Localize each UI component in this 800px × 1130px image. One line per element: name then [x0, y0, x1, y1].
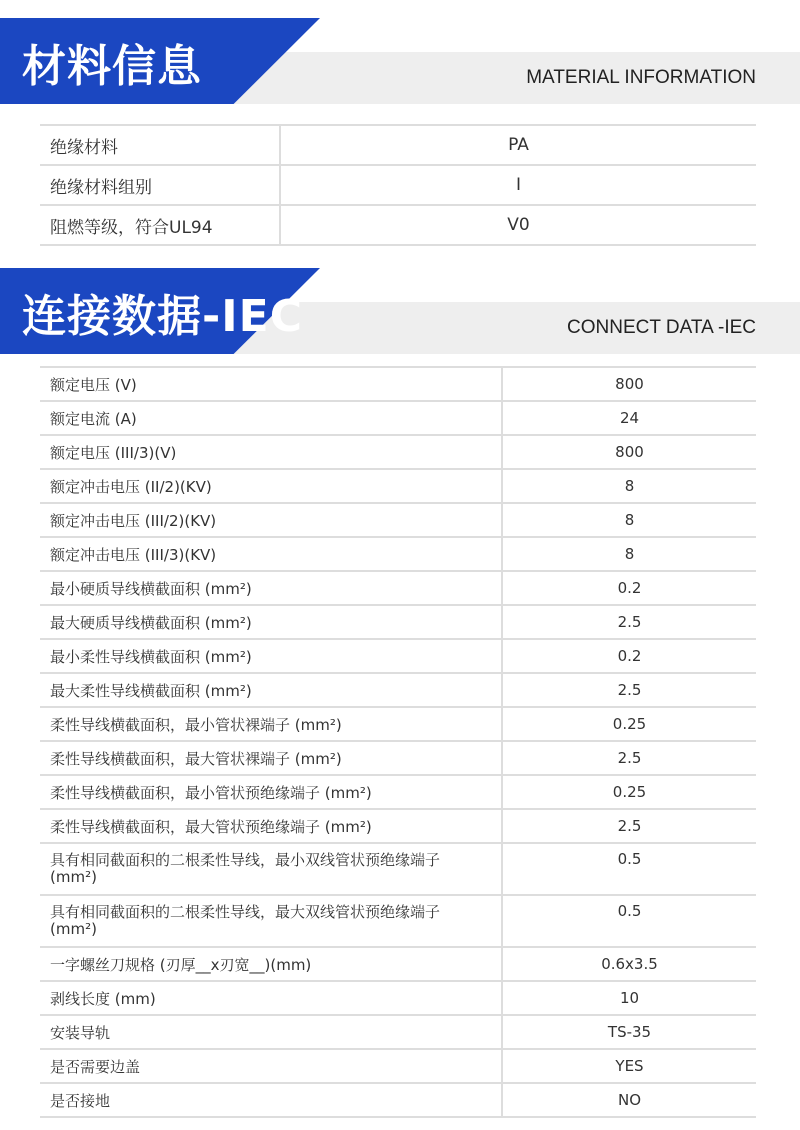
table-row [40, 205, 756, 245]
row-value: 24 [502, 401, 756, 435]
row-label: 额定冲击电压 (II/2)(KV) [40, 469, 502, 503]
row-label: 阻燃等级，符合UL94 [40, 205, 280, 245]
table-row [40, 435, 756, 469]
row-label: 最小柔性导线横截面积 (mm²) [40, 639, 502, 673]
row-label: 柔性导线横截面积，最大管状裸端子 (mm²) [40, 741, 502, 775]
table-row [40, 469, 756, 503]
table-row [40, 707, 756, 741]
row-value: 800 [502, 435, 756, 469]
table-row [40, 571, 756, 605]
row-value: 2.5 [502, 673, 756, 707]
row-value: TS-35 [502, 1015, 756, 1049]
section-title: 材料信息 [22, 41, 202, 92]
row-value: PA [280, 125, 756, 165]
row-value: 0.5 [502, 843, 756, 895]
material-table [40, 124, 756, 246]
row-value: 2.5 [502, 605, 756, 639]
table-row [40, 775, 756, 809]
table-row [40, 895, 756, 947]
table-row [40, 981, 756, 1015]
table-row [40, 605, 756, 639]
row-label: 具有相同截面积的二根柔性导线，最大双线管状预绝缘端子 (mm²) [40, 895, 502, 947]
row-label: 最小硬质导线横截面积 (mm²) [40, 571, 502, 605]
table-row [40, 503, 756, 537]
row-label: 绝缘材料 [40, 125, 280, 165]
row-label: 安装导轨 [40, 1015, 502, 1049]
row-label: 具有相同截面积的二根柔性导线，最小双线管状预绝缘端子 (mm²) [40, 843, 502, 895]
row-label: 最大硬质导线横截面积 (mm²) [40, 605, 502, 639]
connect-table [40, 366, 756, 1118]
row-value: 800 [502, 367, 756, 401]
row-label: 额定电压 (III/3)(V) [40, 435, 502, 469]
row-value: 10 [502, 981, 756, 1015]
material-banner [0, 18, 800, 104]
row-label: 柔性导线横截面积，最小管状裸端子 (mm²) [40, 707, 502, 741]
table-row [40, 125, 756, 165]
table-row [40, 1049, 756, 1083]
table-row [40, 809, 756, 843]
row-value: V0 [280, 205, 756, 245]
table-row [40, 1015, 756, 1049]
table-row [40, 165, 756, 205]
row-label: 柔性导线横截面积，最小管状预绝缘端子 (mm²) [40, 775, 502, 809]
row-label: 额定电流 (A) [40, 401, 502, 435]
row-value: 2.5 [502, 741, 756, 775]
table-row [40, 673, 756, 707]
row-label: 是否接地 [40, 1083, 502, 1117]
table-row [40, 639, 756, 673]
row-value: 0.25 [502, 707, 756, 741]
connect-banner [0, 268, 800, 354]
row-value: NO [502, 1083, 756, 1117]
row-value: 0.2 [502, 639, 756, 673]
row-label: 一字螺丝刀规格 (刃厚__x刃宽__)(mm) [40, 947, 502, 981]
row-label: 最大柔性导线横截面积 (mm²) [40, 673, 502, 707]
section-subtitle: MATERIAL INFORMATION [526, 67, 756, 88]
table-row [40, 843, 756, 895]
row-label: 柔性导线横截面积，最大管状预绝缘端子 (mm²) [40, 809, 502, 843]
row-label: 剥线长度 (mm) [40, 981, 502, 1015]
table-row [40, 741, 756, 775]
row-value: 0.6x3.5 [502, 947, 756, 981]
table-row [40, 367, 756, 401]
row-value: 0.5 [502, 895, 756, 947]
table-row [40, 537, 756, 571]
table-row [40, 947, 756, 981]
row-label: 额定冲击电压 (III/3)(KV) [40, 537, 502, 571]
row-value: 8 [502, 537, 756, 571]
row-value: YES [502, 1049, 756, 1083]
row-value: 8 [502, 503, 756, 537]
row-value: 0.25 [502, 775, 756, 809]
table-row [40, 401, 756, 435]
section-subtitle: CONNECT DATA -IEC [567, 317, 756, 338]
row-label: 额定冲击电压 (III/2)(KV) [40, 503, 502, 537]
row-label: 是否需要边盖 [40, 1049, 502, 1083]
section-title: 连接数据-IEC [22, 291, 303, 342]
row-label: 绝缘材料组别 [40, 165, 280, 205]
row-label: 额定电压 (V) [40, 367, 502, 401]
table-row [40, 1083, 756, 1117]
row-value: 8 [502, 469, 756, 503]
row-value: 2.5 [502, 809, 756, 843]
row-value: I [280, 165, 756, 205]
row-value: 0.2 [502, 571, 756, 605]
